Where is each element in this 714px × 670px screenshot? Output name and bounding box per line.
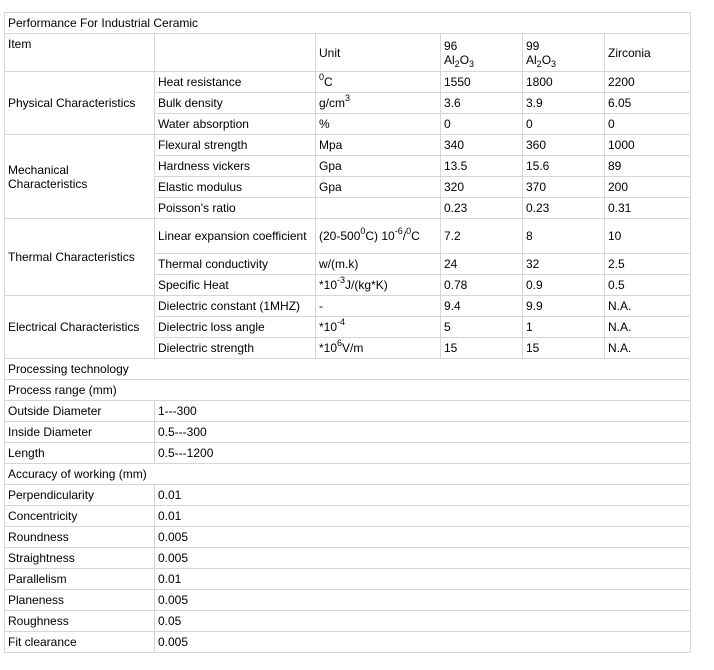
value-99: 360 [523, 135, 605, 156]
value-96: 1550 [441, 72, 523, 93]
value-zirconia: N.A. [605, 338, 691, 359]
group-thermal: Thermal Characteristics [5, 219, 155, 296]
value-99: 0 [523, 114, 605, 135]
table-title-row [5, 13, 691, 34]
ceramic-performance-table [4, 12, 691, 653]
range-label: Length [5, 443, 155, 464]
table-row [5, 548, 691, 569]
prop-heat-resistance: Heat resistance [155, 72, 316, 93]
table-row [5, 527, 691, 548]
value-zirconia: 2200 [605, 72, 691, 93]
value-zirconia: 89 [605, 156, 691, 177]
table-row [5, 569, 691, 590]
value-96: 0 [441, 114, 523, 135]
accuracy-value: 0.005 [155, 632, 691, 653]
accuracy-value: 0.01 [155, 485, 691, 506]
unit-water-absorption: % [316, 114, 441, 135]
value-99: 9.9 [523, 296, 605, 317]
unit-dielectric-loss-angle: $*10^{-4}$ [316, 317, 441, 338]
property-header [155, 34, 316, 72]
group-physical: Physical Characteristics [5, 72, 155, 135]
value-99: 370 [523, 177, 605, 198]
accuracy-label: Fit clearance [5, 632, 155, 653]
al2o3-96-header: 96 $Al_2O_3$ [441, 34, 523, 72]
section-heading-row [5, 464, 691, 485]
unit-hardness-vickers: Gpa [316, 156, 441, 177]
value-99: 0.23 [523, 198, 605, 219]
unit-bulk-density: $g/cm^3$ [316, 93, 441, 114]
prop-elastic-modulus: Elastic modulus [155, 177, 316, 198]
range-label: Outside Diameter [5, 401, 155, 422]
prop-poissons-ratio: Poisson's ratio [155, 198, 316, 219]
value-99: 8 [523, 219, 605, 254]
prop-specific-heat: Specific Heat [155, 275, 316, 296]
value-zirconia: 0.31 [605, 198, 691, 219]
value-96: 3.6 [441, 93, 523, 114]
unit-dielectric-constant: - [316, 296, 441, 317]
table-row [5, 72, 691, 93]
accuracy-label: Concentricity [5, 506, 155, 527]
accuracy-label: Straightness [5, 548, 155, 569]
value-96: 320 [441, 177, 523, 198]
zirconia-header: Zirconia [605, 34, 691, 72]
value-zirconia: N.A. [605, 317, 691, 338]
accuracy-heading: Accuracy of working (mm) [5, 464, 691, 485]
value-zirconia: 2.5 [605, 254, 691, 275]
range-value: 0.5---300 [155, 422, 691, 443]
accuracy-value: 0.005 [155, 527, 691, 548]
accuracy-label: Planeness [5, 590, 155, 611]
table-row [5, 590, 691, 611]
value-96: 340 [441, 135, 523, 156]
unit-linear-expansion: $(20-500^0C)$ $10^{-6}/^0C$ [316, 219, 441, 254]
value-96: 0.23 [441, 198, 523, 219]
table-row [5, 632, 691, 653]
group-mechanical: Mechanical Characteristics [5, 135, 155, 219]
value-96: 15 [441, 338, 523, 359]
prop-thermal-conductivity: Thermal conductivity [155, 254, 316, 275]
range-label: Inside Diameter [5, 422, 155, 443]
table-row [5, 443, 691, 464]
prop-bulk-density: Bulk density [155, 93, 316, 114]
value-96: 0.78 [441, 275, 523, 296]
al2o3-99-header: 99 $Al_2O_3$ [523, 34, 605, 72]
accuracy-value: 0.005 [155, 590, 691, 611]
value-zirconia: 0.5 [605, 275, 691, 296]
prop-dielectric-loss-angle: Dielectric loss angle [155, 317, 316, 338]
value-99: 0.9 [523, 275, 605, 296]
section-heading-row [5, 359, 691, 380]
header-row [5, 34, 691, 72]
range-value: 1---300 [155, 401, 691, 422]
value-96: 7.2 [441, 219, 523, 254]
prop-linear-expansion: Linear expansion coefficient [155, 219, 316, 254]
accuracy-label: Parallelism [5, 569, 155, 590]
item-header: Item [5, 34, 155, 72]
table-row [5, 296, 691, 317]
value-99: 15 [523, 338, 605, 359]
accuracy-label: Perpendicularity [5, 485, 155, 506]
value-zirconia: 1000 [605, 135, 691, 156]
value-96: 5 [441, 317, 523, 338]
section-heading-row [5, 380, 691, 401]
accuracy-label: Roughness [5, 611, 155, 632]
table-row [5, 401, 691, 422]
table-row [5, 422, 691, 443]
value-99: 3.9 [523, 93, 605, 114]
unit-specific-heat: $*10^{-3}J/(kg*K)$ [316, 275, 441, 296]
unit-flexural-strength: Mpa [316, 135, 441, 156]
value-zirconia: N.A. [605, 296, 691, 317]
accuracy-value: 0.005 [155, 548, 691, 569]
value-96: 13.5 [441, 156, 523, 177]
prop-hardness-vickers: Hardness vickers [155, 156, 316, 177]
unit-heat-resistance: $^0$C [316, 72, 441, 93]
table-row [5, 135, 691, 156]
value-96: 24 [441, 254, 523, 275]
range-value: 0.5---1200 [155, 443, 691, 464]
unit-thermal-conductivity: w/(m.k) [316, 254, 441, 275]
value-99: 1 [523, 317, 605, 338]
group-electrical: Electrical Characteristics [5, 296, 155, 359]
unit-poissons-ratio [316, 198, 441, 219]
value-96: 9.4 [441, 296, 523, 317]
accuracy-value: 0.01 [155, 569, 691, 590]
table-row [5, 506, 691, 527]
value-zirconia: 6.05 [605, 93, 691, 114]
accuracy-label: Roundness [5, 527, 155, 548]
table-row [5, 219, 691, 254]
prop-water-absorption: Water absorption [155, 114, 316, 135]
prop-dielectric-constant: Dielectric constant (1MHZ) [155, 296, 316, 317]
value-zirconia: 200 [605, 177, 691, 198]
value-99: 15.6 [523, 156, 605, 177]
unit-elastic-modulus: Gpa [316, 177, 441, 198]
accuracy-value: 0.05 [155, 611, 691, 632]
value-zirconia: 0 [605, 114, 691, 135]
prop-flexural-strength: Flexural strength [155, 135, 316, 156]
prop-dielectric-strength: Dielectric strength [155, 338, 316, 359]
table-row [5, 485, 691, 506]
process-range-heading: Process range (mm) [5, 380, 691, 401]
value-99: 32 [523, 254, 605, 275]
accuracy-value: 0.01 [155, 506, 691, 527]
table-row [5, 611, 691, 632]
value-99: 1800 [523, 72, 605, 93]
value-zirconia: 10 [605, 219, 691, 254]
unit-dielectric-strength: $*10^6V/m$ [316, 338, 441, 359]
unit-header: Unit [316, 34, 441, 72]
processing-technology-heading: Processing technology [5, 359, 691, 380]
table-title: Performance For Industrial Ceramic [5, 13, 691, 34]
